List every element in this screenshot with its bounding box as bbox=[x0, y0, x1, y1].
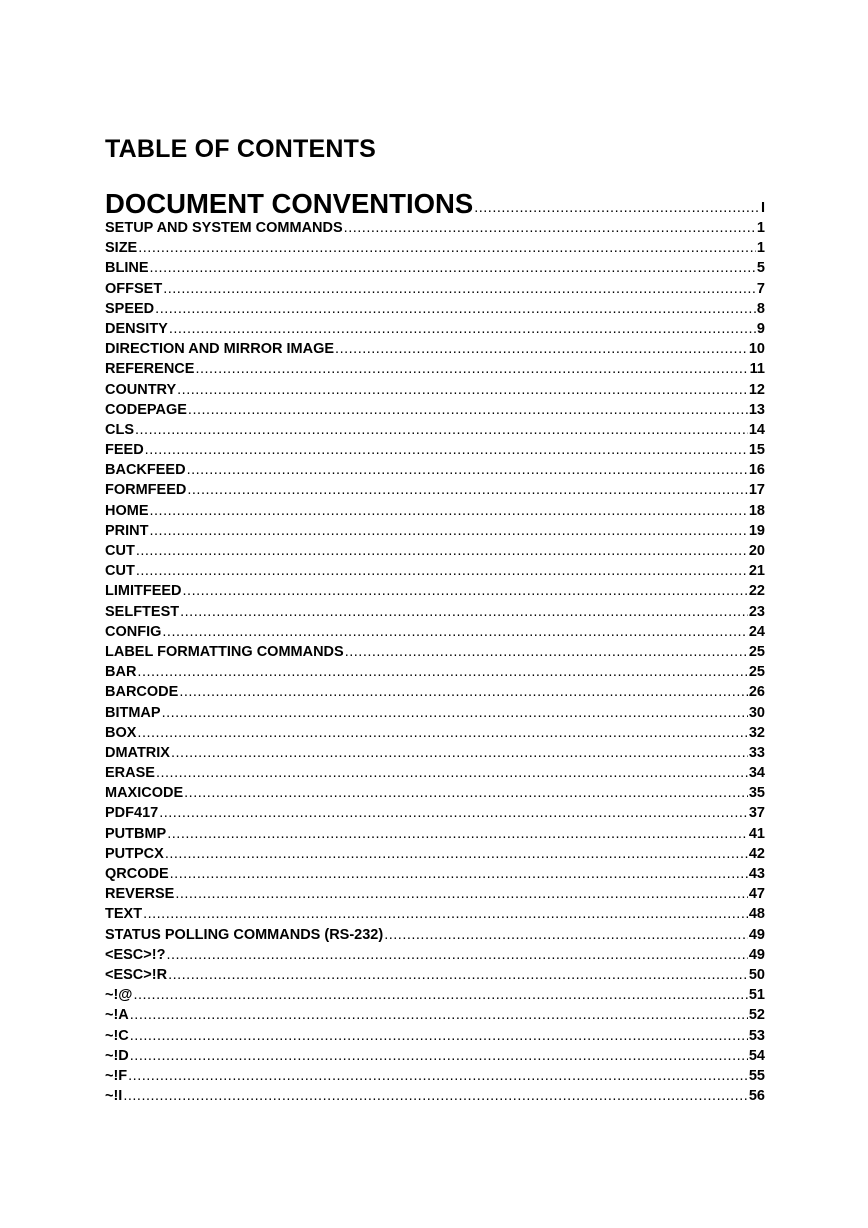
toc-entry-page-number: 8 bbox=[756, 300, 765, 317]
toc-entry[interactable] bbox=[105, 705, 765, 725]
toc-entry-label: REVERSE bbox=[105, 886, 175, 903]
toc-entry-page-number: 33 bbox=[748, 744, 765, 761]
dot-leader bbox=[130, 1028, 748, 1044]
toc-entry[interactable] bbox=[105, 604, 765, 624]
toc-entry[interactable] bbox=[105, 624, 765, 644]
toc-entry-page-number: 52 bbox=[748, 1007, 765, 1024]
toc-entry-label: LABEL FORMATTING COMMANDS bbox=[105, 643, 344, 660]
toc-entry-page-number: 18 bbox=[748, 502, 765, 519]
toc-entry[interactable] bbox=[105, 240, 765, 260]
dot-leader bbox=[169, 321, 756, 337]
dot-leader bbox=[145, 442, 748, 458]
toc-entry-label: PUTPCX bbox=[105, 845, 164, 862]
toc-entry[interactable] bbox=[105, 725, 765, 745]
toc-entry-label: DENSITY bbox=[105, 320, 168, 337]
dot-leader bbox=[184, 785, 748, 801]
dot-leader bbox=[137, 664, 747, 680]
toc-entry-label: ~!@ bbox=[105, 987, 133, 1004]
toc-entry[interactable] bbox=[105, 866, 765, 886]
toc-entry-label: PUTBMP bbox=[105, 825, 167, 842]
toc-entry-label: DOCUMENT CONVENTIONS bbox=[105, 188, 474, 219]
toc-entry[interactable] bbox=[105, 442, 765, 462]
toc-entry[interactable] bbox=[105, 846, 765, 866]
toc-entry-label: PRINT bbox=[105, 522, 149, 539]
toc-entry[interactable] bbox=[105, 281, 765, 301]
toc-entry-page-number: 23 bbox=[748, 603, 765, 620]
toc-entry[interactable] bbox=[105, 321, 765, 341]
toc-entry-page-number: 12 bbox=[748, 381, 765, 398]
toc-entry[interactable] bbox=[105, 785, 765, 805]
toc-entry-page-number: 13 bbox=[748, 401, 765, 418]
dot-leader bbox=[180, 604, 748, 620]
toc-entry-page-number: 20 bbox=[748, 543, 765, 559]
toc-entry[interactable] bbox=[105, 906, 765, 926]
toc-entry[interactable] bbox=[105, 503, 765, 523]
toc-entry[interactable] bbox=[105, 462, 765, 482]
toc-entry-page-number: 22 bbox=[748, 583, 765, 600]
toc-entry[interactable] bbox=[105, 927, 765, 947]
toc-entry-label: FEED bbox=[105, 442, 144, 459]
dot-leader bbox=[183, 583, 748, 599]
toc-entry-page-number: 5 bbox=[756, 260, 765, 277]
toc-entry-label: BOX bbox=[105, 724, 137, 741]
toc-entry-label: SPEED bbox=[105, 300, 155, 317]
toc-entry-page-number: 10 bbox=[748, 341, 765, 358]
toc-entry[interactable] bbox=[105, 301, 765, 321]
toc-entry[interactable] bbox=[105, 826, 765, 846]
toc-entry-page-number: 43 bbox=[748, 866, 765, 882]
toc-entry-page-number: 19 bbox=[748, 522, 765, 539]
dot-leader bbox=[123, 1088, 748, 1104]
dot-leader bbox=[384, 927, 748, 943]
dot-leader bbox=[168, 967, 748, 983]
toc-entry[interactable] bbox=[105, 664, 765, 684]
dot-leader bbox=[133, 987, 747, 1003]
toc-entry[interactable] bbox=[105, 1048, 765, 1068]
toc-entry-page-number: 11 bbox=[749, 361, 765, 378]
toc-entry-page-number: 35 bbox=[748, 785, 765, 802]
toc-entry-label: HOME bbox=[105, 502, 149, 519]
toc-entry-page-number: 34 bbox=[748, 765, 765, 782]
toc-entry-page-number: 16 bbox=[748, 462, 765, 479]
toc-entry-page-number: 30 bbox=[748, 704, 765, 721]
dot-leader bbox=[163, 281, 756, 297]
toc-entry-page-number: I bbox=[760, 200, 765, 216]
toc-entry-label: BACKFEED bbox=[105, 462, 186, 479]
toc-entry-page-number: 48 bbox=[748, 906, 765, 923]
dot-leader bbox=[128, 1068, 748, 1084]
toc-entry-label: SETUP AND SYSTEM COMMANDS bbox=[105, 220, 343, 236]
dot-leader bbox=[166, 947, 747, 963]
dot-leader bbox=[335, 341, 748, 357]
dot-leader bbox=[175, 886, 748, 902]
toc-entry-label: DMATRIX bbox=[105, 744, 170, 761]
toc-entry-label: DIRECTION AND MIRROR IMAGE bbox=[105, 341, 335, 358]
toc-entry-page-number: 50 bbox=[748, 966, 765, 983]
toc-entry-page-number: 51 bbox=[748, 987, 765, 1004]
toc-entry-label: QRCODE bbox=[105, 866, 169, 882]
dot-leader bbox=[137, 725, 747, 741]
toc-entry-label: LIMITFEED bbox=[105, 583, 182, 600]
toc-entry[interactable] bbox=[105, 563, 765, 583]
dot-leader bbox=[130, 1007, 748, 1023]
dot-leader bbox=[179, 684, 748, 700]
dot-leader bbox=[155, 301, 756, 317]
toc-entry-page-number: 1 bbox=[756, 240, 765, 257]
dot-leader bbox=[171, 745, 748, 761]
dot-leader bbox=[177, 382, 748, 398]
toc-entry[interactable] bbox=[105, 402, 765, 422]
toc-entry[interactable] bbox=[105, 987, 765, 1007]
toc-entry-label: TEXT bbox=[105, 906, 143, 923]
toc-entry-label: BITMAP bbox=[105, 704, 161, 721]
toc-entry-page-number: 21 bbox=[748, 563, 765, 580]
toc-entry-label: SIZE bbox=[105, 240, 138, 257]
toc-entry[interactable] bbox=[105, 361, 765, 381]
toc-entry-page-number: 47 bbox=[748, 886, 765, 903]
dot-leader bbox=[344, 220, 756, 236]
dot-leader bbox=[135, 422, 748, 438]
toc-entry-label: STATUS POLLING COMMANDS (RS-232) bbox=[105, 926, 384, 943]
toc-entry-label: CUT bbox=[105, 543, 135, 559]
toc-entry-page-number: 9 bbox=[756, 320, 765, 337]
toc-entry-label: MAXICODE bbox=[105, 785, 184, 802]
toc-entry-page-number: 56 bbox=[748, 1088, 765, 1105]
toc-entry-label: ~!C bbox=[105, 1027, 129, 1044]
toc-entry[interactable] bbox=[105, 765, 765, 785]
dot-leader bbox=[167, 826, 748, 842]
toc-entry-label: COUNTRY bbox=[105, 381, 177, 398]
toc-entry-label: PDF417 bbox=[105, 805, 159, 822]
toc-entry[interactable] bbox=[105, 186, 765, 220]
toc-entry-page-number: 7 bbox=[756, 280, 765, 297]
toc-entry-label: BLINE bbox=[105, 260, 149, 277]
dot-leader bbox=[130, 1048, 748, 1064]
toc-entry-label: FORMFEED bbox=[105, 482, 187, 499]
dot-leader bbox=[143, 906, 748, 922]
dot-leader bbox=[150, 260, 756, 276]
dot-leader bbox=[150, 503, 748, 519]
toc-entry-label: <ESC>!? bbox=[105, 946, 166, 963]
toc-list bbox=[105, 186, 765, 1108]
toc-entry-label: OFFSET bbox=[105, 280, 163, 297]
toc-entry-page-number: 24 bbox=[748, 623, 765, 640]
dot-leader bbox=[188, 402, 748, 418]
dot-leader bbox=[165, 846, 748, 862]
toc-entry-label: ERASE bbox=[105, 765, 155, 782]
toc-entry-label: CODEPAGE bbox=[105, 401, 187, 418]
toc-entry[interactable] bbox=[105, 1068, 765, 1088]
toc-entry-page-number: 54 bbox=[748, 1047, 765, 1064]
toc-entry[interactable] bbox=[105, 341, 765, 361]
toc-entry-page-number: 25 bbox=[748, 643, 765, 660]
toc-entry-label: CONFIG bbox=[105, 623, 162, 640]
toc-entry-label: BARCODE bbox=[105, 684, 179, 701]
toc-entry[interactable] bbox=[105, 260, 765, 280]
dot-leader bbox=[159, 805, 748, 821]
dot-leader bbox=[150, 523, 748, 539]
dot-leader bbox=[138, 240, 756, 256]
toc-entry-label: ~!A bbox=[105, 1007, 129, 1024]
toc-entry[interactable] bbox=[105, 1007, 765, 1027]
toc-entry[interactable] bbox=[105, 422, 765, 442]
toc-entry[interactable] bbox=[105, 523, 765, 543]
dot-leader bbox=[170, 866, 748, 882]
toc-entry-label: CUT bbox=[105, 563, 135, 580]
toc-entry-label: <ESC>!R bbox=[105, 966, 168, 983]
dot-leader bbox=[195, 361, 748, 377]
toc-entry[interactable] bbox=[105, 1088, 765, 1108]
toc-entry-label: ~!F bbox=[105, 1067, 128, 1084]
toc-entry[interactable] bbox=[105, 745, 765, 765]
toc-entry-label: CLS bbox=[105, 421, 134, 438]
toc-entry-page-number: 49 bbox=[748, 946, 765, 963]
toc-entry-label: ~!D bbox=[105, 1047, 129, 1064]
toc-entry-page-number: 14 bbox=[748, 421, 765, 438]
toc-entry-label: SELFTEST bbox=[105, 603, 180, 620]
toc-entry-page-number: 32 bbox=[748, 724, 765, 741]
toc-entry[interactable] bbox=[105, 684, 765, 704]
toc-entry-label: REFERENCE bbox=[105, 361, 195, 378]
toc-entry[interactable] bbox=[105, 543, 765, 563]
dot-leader bbox=[156, 765, 748, 781]
dot-leader bbox=[187, 462, 748, 478]
toc-entry[interactable] bbox=[105, 583, 765, 603]
dot-leader bbox=[187, 482, 748, 498]
toc-entry[interactable] bbox=[105, 967, 765, 987]
toc-entry[interactable] bbox=[105, 644, 765, 664]
dot-leader bbox=[474, 200, 760, 220]
toc-entry-page-number: 15 bbox=[748, 442, 765, 459]
toc-entry[interactable] bbox=[105, 482, 765, 502]
toc-entry-page-number: 53 bbox=[748, 1027, 765, 1044]
toc-entry-page-number: 42 bbox=[748, 845, 765, 862]
toc-entry[interactable] bbox=[105, 947, 765, 967]
toc-entry-page-number: 1 bbox=[756, 220, 765, 236]
dot-leader bbox=[345, 644, 748, 660]
toc-entry-page-number: 49 bbox=[748, 926, 765, 943]
dot-leader bbox=[136, 543, 748, 559]
dot-leader bbox=[162, 705, 748, 721]
page-title: TABLE OF CONTENTS bbox=[105, 135, 376, 163]
dot-leader bbox=[136, 563, 748, 579]
toc-entry-label: ~!I bbox=[105, 1088, 123, 1105]
toc-entry-page-number: 41 bbox=[748, 825, 765, 842]
toc-entry-label: BAR bbox=[105, 664, 137, 681]
toc-entry-page-number: 37 bbox=[748, 805, 765, 822]
toc-entry-page-number: 25 bbox=[748, 664, 765, 681]
toc-entry[interactable] bbox=[105, 805, 765, 825]
toc-entry[interactable] bbox=[105, 1028, 765, 1048]
dot-leader bbox=[162, 624, 747, 640]
toc-entry-page-number: 26 bbox=[748, 684, 765, 701]
toc-entry[interactable] bbox=[105, 886, 765, 906]
toc-entry-page-number: 17 bbox=[748, 482, 765, 499]
toc-entry[interactable] bbox=[105, 382, 765, 402]
toc-entry[interactable] bbox=[105, 220, 765, 240]
toc-entry-page-number: 55 bbox=[748, 1067, 765, 1084]
